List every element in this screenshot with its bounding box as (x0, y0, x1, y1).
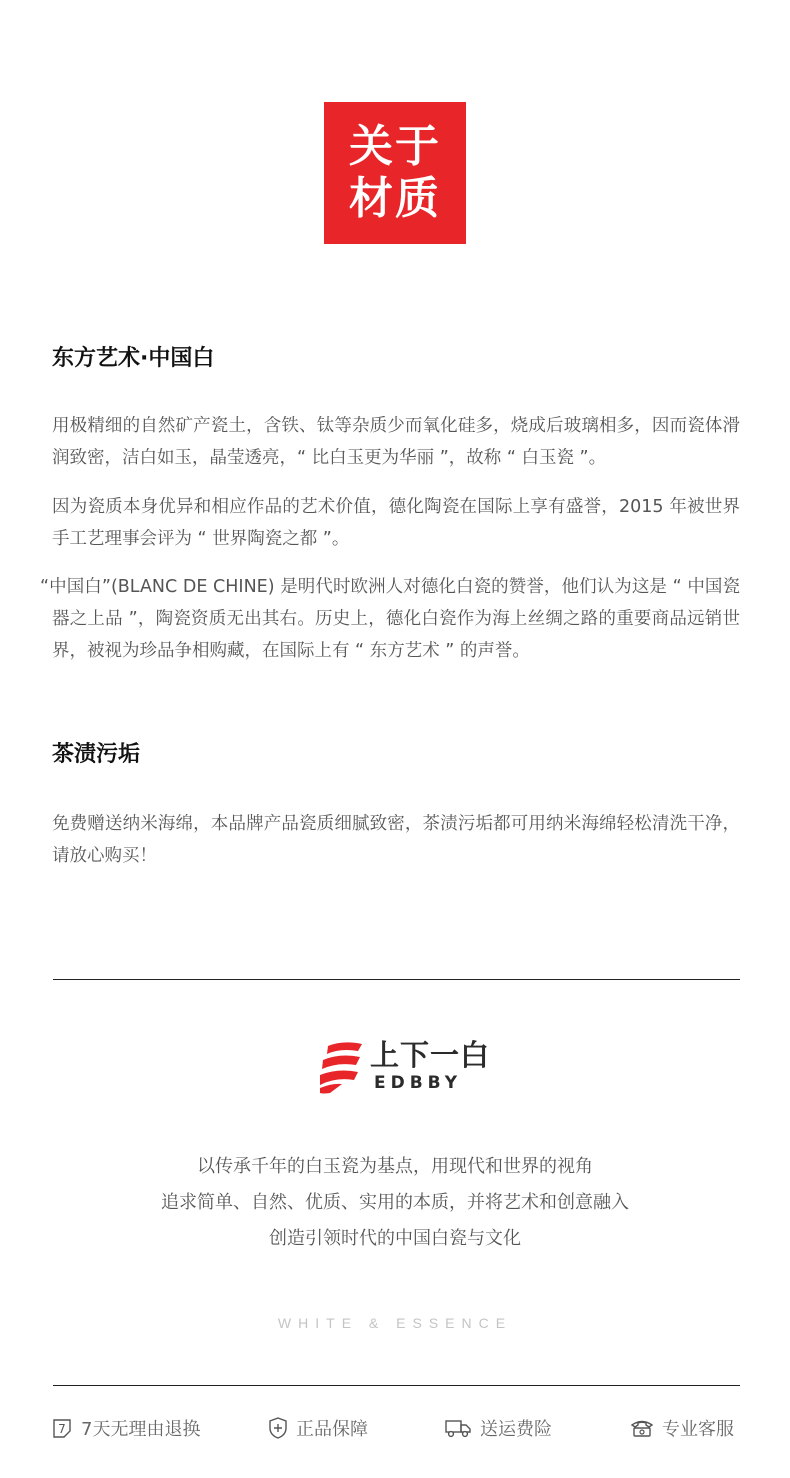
section-title-oriental-art: 东方艺术·中国白 (52, 346, 215, 371)
seven-day-icon-text: 7 (58, 1422, 66, 1436)
tagline: WHITE & ESSENCE (277, 1315, 513, 1331)
paragraph-cleaning: 免费赠送纳米海绵，本品牌产品瓷质细腻致密，茶渍污垢都可用纳米海绵轻松清洗干净，请放心购买！ (52, 814, 740, 866)
service-label-shipping: 送运费险 (480, 1419, 552, 1440)
brand-logo (318, 1038, 491, 1096)
service-seven-day-return (51, 1412, 200, 1444)
paragraph-blanc-de-chine: “中国白”(BLANC DE CHINE) 是明代时欧洲人对德化白瓷的赞誉，他们认为这是 “ 中国瓷器之上品 ”，陶瓷资质无出其右。历史上，德化白瓷作为海上丝绸之路的重要商品远销世界，被视为珍品争相购藏，在国际上有 “ 东方艺术 ” 的声誉。 (40, 577, 740, 661)
paragraph-material-description: 用极精细的自然矿产瓷土，含铁、钛等杂质少而氧化硅多，烧成后玻璃相多，因而瓷体滑润致密，洁白如玉，晶莹透亮，“ 比白玉更为华丽 ”，故称 “ 白玉瓷 ”。 (52, 416, 740, 468)
seven-day-return-icon (51, 1417, 73, 1439)
truck-icon (444, 1417, 472, 1439)
service-label-authentic: 正品保障 (296, 1419, 368, 1440)
slogan-line-1: 以传承千年的白玉瓷为基点，用现代和世界的视角 (197, 1156, 593, 1177)
brand-name-en: EDBBY (374, 1073, 463, 1093)
telephone-icon (630, 1417, 654, 1439)
divider-top (53, 979, 740, 980)
paragraph-reputation: 因为瓷质本身优异和相应作品的艺术价值，德化陶瓷在国际上享有盛誉，2015 年被世界手工艺理事会评为 “ 世界陶瓷之都 ”。 (52, 497, 740, 549)
badge-line-2: 材质 (349, 173, 441, 224)
service-label-support: 专业客服 (662, 1419, 734, 1440)
divider-bottom (53, 1385, 740, 1386)
brand-flame-icon (318, 1038, 364, 1096)
service-customer-support (630, 1412, 734, 1444)
section-title-tea-stains: 茶渍污垢 (52, 742, 141, 767)
service-shipping-insurance (444, 1412, 552, 1444)
brand-name-cn: 上下一白 (370, 1038, 491, 1072)
service-authentic (268, 1412, 368, 1444)
slogan-line-2: 追求简单、自然、优质、实用的本质，并将艺术和创意融入 (161, 1192, 629, 1213)
slogan-line-3: 创造引领时代的中国白瓷与文化 (269, 1228, 521, 1249)
badge-line-1: 关于 (349, 121, 441, 172)
service-label-return: 7天无理由退换 (81, 1419, 201, 1440)
shield-plus-icon (268, 1416, 288, 1440)
about-material-badge (324, 102, 466, 244)
